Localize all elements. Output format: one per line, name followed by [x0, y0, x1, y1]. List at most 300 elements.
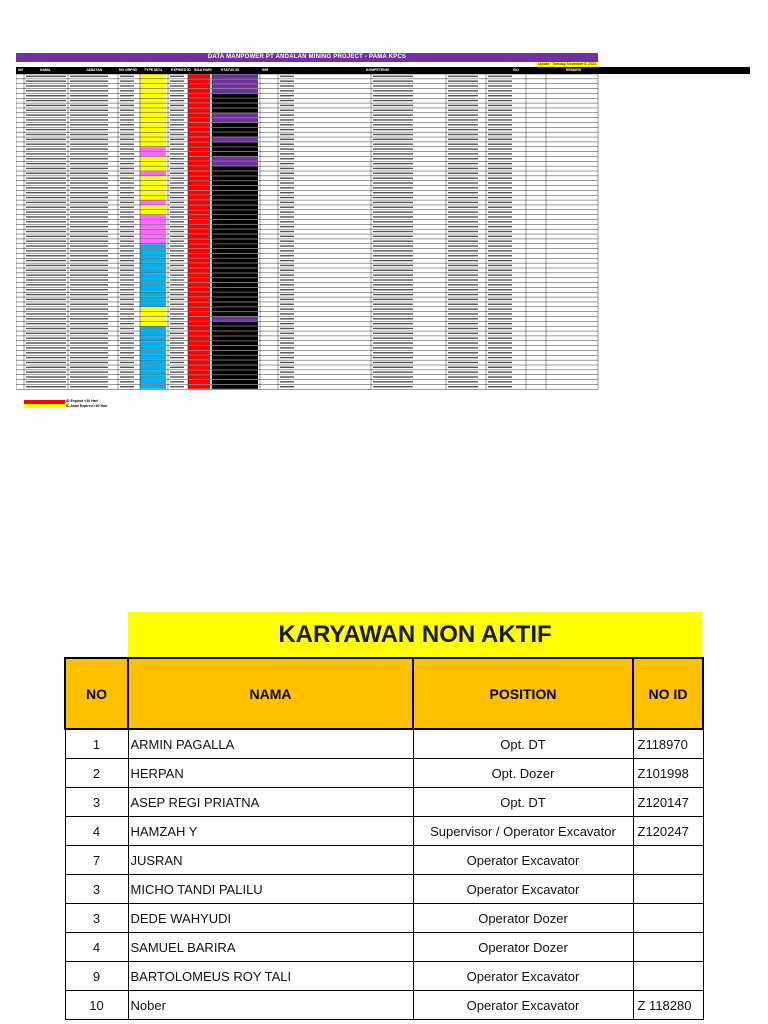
- text-stub: [120, 80, 134, 81]
- text-stub: [70, 386, 108, 387]
- text-stub: [373, 124, 413, 125]
- text-stub: [70, 192, 108, 193]
- text-stub: [26, 352, 66, 353]
- text-stub: [170, 304, 184, 305]
- text-stub: [280, 255, 294, 256]
- sisa-hari-cell: [188, 302, 210, 306]
- text-stub: [448, 386, 478, 387]
- text-stub: [280, 342, 294, 343]
- header-no-id: NO ID: [633, 658, 703, 729]
- text-stub: [448, 163, 478, 164]
- text-stub: [488, 211, 512, 212]
- text-stub: [373, 245, 413, 246]
- text-stub: [488, 153, 512, 154]
- text-stub: [120, 182, 134, 183]
- mcu-cell: [140, 312, 166, 316]
- sisa-hari-cell: [188, 380, 210, 384]
- cell-position: Operator Excavator: [413, 875, 633, 904]
- text-stub: [170, 129, 184, 130]
- text-stub: [488, 236, 512, 237]
- text-stub: [488, 231, 512, 232]
- text-stub: [373, 168, 413, 169]
- mcu-cell: [140, 99, 166, 103]
- sisa-hari-cell: [188, 142, 210, 146]
- text-stub: [373, 371, 413, 372]
- text-stub: [280, 173, 294, 174]
- text-stub: [70, 95, 108, 96]
- text-stub: [488, 182, 512, 183]
- status-cell: [212, 205, 258, 209]
- text-stub: [373, 144, 413, 145]
- status-cell: [212, 220, 258, 224]
- text-stub: [373, 192, 413, 193]
- text-stub: [120, 308, 134, 309]
- cell-nama: HERPAN: [128, 759, 413, 788]
- text-stub: [26, 270, 66, 271]
- text-stub: [120, 114, 134, 115]
- text-stub: [120, 105, 134, 106]
- cell-nama: ARMIN PAGALLA: [128, 729, 413, 759]
- text-stub: [70, 241, 108, 242]
- text-stub: [373, 148, 413, 149]
- text-stub: [373, 76, 413, 77]
- text-stub: [488, 168, 512, 169]
- text-stub: [280, 279, 294, 280]
- text-stub: [70, 299, 108, 300]
- text-stub: [448, 371, 478, 372]
- status-cell: [212, 74, 258, 78]
- text-stub: [26, 177, 66, 178]
- text-stub: [488, 367, 512, 368]
- sisa-hari-cell: [188, 113, 210, 117]
- text-stub: [70, 236, 108, 237]
- sisa-hari-cell: [188, 196, 210, 200]
- text-stub: [26, 260, 66, 261]
- mcu-cell: [140, 331, 166, 335]
- text-stub: [170, 270, 184, 271]
- text-stub: [70, 124, 108, 125]
- cell-no: 4: [65, 933, 128, 962]
- text-stub: [448, 207, 478, 208]
- text-stub: [280, 226, 294, 227]
- sisa-hari-cell: [188, 147, 210, 151]
- text-stub: [280, 289, 294, 290]
- text-stub: [448, 328, 478, 329]
- text-stub: [26, 367, 66, 368]
- text-stub: [373, 376, 413, 377]
- text-stub: [448, 134, 478, 135]
- sisa-hari-cell: [188, 99, 210, 103]
- text-stub: [373, 352, 413, 353]
- text-stub: [26, 299, 66, 300]
- text-stub: [26, 318, 66, 319]
- text-stub: [120, 294, 134, 295]
- text-stub: [26, 202, 66, 203]
- sisa-hari-cell: [188, 157, 210, 161]
- text-stub: [70, 202, 108, 203]
- text-stub: [488, 338, 512, 339]
- table-row: [65, 729, 703, 759]
- header-nrp: NO NRP/ID: [119, 68, 138, 72]
- text-stub: [120, 177, 134, 178]
- text-stub: [488, 158, 512, 159]
- text-stub: [70, 216, 108, 217]
- text-stub: [26, 357, 66, 358]
- text-stub: [170, 153, 184, 154]
- text-stub: [26, 114, 66, 115]
- text-stub: [26, 211, 66, 212]
- text-stub: [70, 207, 108, 208]
- text-stub: [488, 347, 512, 348]
- text-stub: [448, 289, 478, 290]
- text-stub: [448, 260, 478, 261]
- mcu-cell: [140, 210, 166, 214]
- text-stub: [170, 173, 184, 174]
- text-stub: [170, 114, 184, 115]
- cell-id: Z101998: [633, 759, 703, 788]
- text-stub: [70, 357, 108, 358]
- text-stub: [26, 250, 66, 251]
- text-stub: [280, 134, 294, 135]
- text-stub: [488, 134, 512, 135]
- header-nama: NAMA: [128, 658, 413, 729]
- status-cell: [212, 239, 258, 243]
- mcu-cell: [140, 94, 166, 98]
- text-stub: [448, 95, 478, 96]
- text-stub: [280, 187, 294, 188]
- text-stub: [280, 250, 294, 251]
- mcu-cell: [140, 137, 166, 141]
- text-stub: [120, 231, 134, 232]
- status-cell: [212, 99, 258, 103]
- table-row: [65, 759, 703, 788]
- text-stub: [170, 202, 184, 203]
- text-stub: [120, 313, 134, 314]
- text-stub: [26, 100, 66, 101]
- sisa-hari-cell: [188, 346, 210, 350]
- text-stub: [373, 241, 413, 242]
- mcu-cell: [140, 191, 166, 195]
- cell-nama: MICHO TANDI PALILU: [128, 875, 413, 904]
- text-stub: [373, 289, 413, 290]
- text-stub: [280, 245, 294, 246]
- header-status-id: STATUS ID: [221, 68, 239, 72]
- mcu-cell: [140, 171, 166, 175]
- text-stub: [488, 328, 512, 329]
- text-stub: [488, 357, 512, 358]
- text-stub: [170, 357, 184, 358]
- text-stub: [280, 177, 294, 178]
- text-stub: [448, 265, 478, 266]
- text-stub: [70, 80, 108, 81]
- text-stub: [373, 386, 413, 387]
- text-stub: [170, 119, 184, 120]
- text-stub: [448, 236, 478, 237]
- text-stub: [488, 100, 512, 101]
- status-cell: [212, 317, 258, 321]
- text-stub: [280, 386, 294, 387]
- text-stub: [448, 100, 478, 101]
- status-cell: [212, 113, 258, 117]
- text-stub: [26, 347, 66, 348]
- text-stub: [170, 182, 184, 183]
- sheet-rows-grid: [16, 74, 600, 392]
- text-stub: [70, 265, 108, 266]
- text-stub: [120, 139, 134, 140]
- text-stub: [26, 284, 66, 285]
- cell-id: [633, 904, 703, 933]
- text-stub: [448, 148, 478, 149]
- text-stub: [488, 110, 512, 111]
- mcu-cell: [140, 244, 166, 248]
- text-stub: [280, 367, 294, 368]
- text-stub: [280, 284, 294, 285]
- text-stub: [488, 342, 512, 343]
- text-stub: [280, 323, 294, 324]
- text-stub: [280, 129, 294, 130]
- text-stub: [170, 347, 184, 348]
- text-stub: [448, 381, 478, 382]
- text-stub: [26, 221, 66, 222]
- sisa-hari-cell: [188, 293, 210, 297]
- text-stub: [373, 197, 413, 198]
- text-stub: [70, 144, 108, 145]
- text-stub: [373, 216, 413, 217]
- text-stub: [280, 352, 294, 353]
- text-stub: [488, 376, 512, 377]
- mcu-cell: [140, 302, 166, 306]
- text-stub: [280, 105, 294, 106]
- text-stub: [70, 110, 108, 111]
- text-stub: [448, 202, 478, 203]
- cell-position: Opt. DT: [413, 729, 633, 759]
- sisa-hari-cell: [188, 288, 210, 292]
- mcu-cell: [140, 162, 166, 166]
- text-stub: [280, 163, 294, 164]
- text-stub: [170, 362, 184, 363]
- text-stub: [373, 85, 413, 86]
- text-stub: [448, 362, 478, 363]
- text-stub: [280, 119, 294, 120]
- mcu-cell: [140, 215, 166, 219]
- text-stub: [448, 313, 478, 314]
- text-stub: [26, 105, 66, 106]
- nonaktif-header-row: [65, 658, 703, 729]
- text-stub: [373, 284, 413, 285]
- text-stub: [448, 226, 478, 227]
- text-stub: [26, 76, 66, 77]
- text-stub: [373, 105, 413, 106]
- text-stub: [488, 226, 512, 227]
- text-stub: [280, 202, 294, 203]
- text-stub: [488, 105, 512, 106]
- text-stub: [373, 114, 413, 115]
- status-cell: [212, 162, 258, 166]
- text-stub: [373, 139, 413, 140]
- nonaktif-title: KARYAWAN NON AKTIF: [278, 621, 552, 648]
- text-stub: [70, 129, 108, 130]
- text-stub: [448, 367, 478, 368]
- sisa-hari-cell: [188, 94, 210, 98]
- text-stub: [280, 80, 294, 81]
- text-stub: [170, 245, 184, 246]
- text-stub: [448, 304, 478, 305]
- text-stub: [373, 299, 413, 300]
- text-stub: [120, 274, 134, 275]
- text-stub: [448, 221, 478, 222]
- text-stub: [280, 333, 294, 334]
- text-stub: [448, 245, 478, 246]
- text-stub: [280, 328, 294, 329]
- text-stub: [280, 158, 294, 159]
- text-stub: [120, 187, 134, 188]
- text-stub: [26, 381, 66, 382]
- text-stub: [26, 187, 66, 188]
- text-stub: [26, 265, 66, 266]
- text-stub: [488, 274, 512, 275]
- sisa-hari-cell: [188, 375, 210, 379]
- cell-id: [633, 846, 703, 875]
- text-stub: [26, 207, 66, 208]
- text-stub: [373, 342, 413, 343]
- text-stub: [280, 114, 294, 115]
- text-stub: [488, 139, 512, 140]
- table-row: [65, 904, 703, 933]
- text-stub: [120, 347, 134, 348]
- sisa-hari-cell: [188, 234, 210, 238]
- text-stub: [26, 148, 66, 149]
- text-stub: [448, 119, 478, 120]
- text-stub: [373, 318, 413, 319]
- mcu-cell: [140, 293, 166, 297]
- text-stub: [488, 241, 512, 242]
- text-stub: [373, 347, 413, 348]
- text-stub: [170, 333, 184, 334]
- cell-no: 3: [65, 875, 128, 904]
- text-stub: [373, 80, 413, 81]
- text-stub: [448, 318, 478, 319]
- text-stub: [170, 197, 184, 198]
- text-stub: [280, 100, 294, 101]
- mcu-cell: [140, 152, 166, 156]
- text-stub: [280, 216, 294, 217]
- text-stub: [120, 386, 134, 387]
- text-stub: [373, 270, 413, 271]
- cell-no: 2: [65, 759, 128, 788]
- sisa-hari-cell: [188, 365, 210, 369]
- text-stub: [120, 202, 134, 203]
- text-stub: [26, 323, 66, 324]
- status-cell: [212, 259, 258, 263]
- text-stub: [120, 338, 134, 339]
- cell-nama: HAMZAH Y: [128, 817, 413, 846]
- text-stub: [26, 158, 66, 159]
- sisa-hari-cell: [188, 327, 210, 331]
- mcu-cell: [140, 249, 166, 253]
- text-stub: [488, 308, 512, 309]
- text-stub: [448, 294, 478, 295]
- sheet-title: DATA MANPOWER PT ANDALAN MINING PROJECT - PAMA KPCS: [16, 53, 598, 62]
- mcu-cell: [140, 220, 166, 224]
- text-stub: [170, 318, 184, 319]
- text-stub: [70, 328, 108, 329]
- text-stub: [120, 328, 134, 329]
- text-stub: [373, 367, 413, 368]
- text-stub: [70, 85, 108, 86]
- mcu-cell: [140, 104, 166, 108]
- text-stub: [70, 100, 108, 101]
- status-cell: [212, 118, 258, 122]
- cell-position: Opt. Dozer: [413, 759, 633, 788]
- text-stub: [26, 304, 66, 305]
- text-stub: [170, 144, 184, 145]
- text-stub: [120, 207, 134, 208]
- status-cell: [212, 268, 258, 272]
- text-stub: [120, 342, 134, 343]
- text-stub: [26, 245, 66, 246]
- text-stub: [488, 352, 512, 353]
- mcu-cell: [140, 264, 166, 268]
- text-stub: [448, 357, 478, 358]
- text-stub: [448, 76, 478, 77]
- status-cell: [212, 322, 258, 326]
- text-stub: [170, 148, 184, 149]
- text-stub: [120, 168, 134, 169]
- mcu-cell: [140, 133, 166, 137]
- mcu-cell: [140, 176, 166, 180]
- cell-position: Operator Excavator: [413, 962, 633, 991]
- mcu-cell: [140, 259, 166, 263]
- mcu-cell: [140, 365, 166, 369]
- text-stub: [70, 153, 108, 154]
- text-stub: [120, 245, 134, 246]
- cell-position: Operator Dozer: [413, 904, 633, 933]
- text-stub: [280, 338, 294, 339]
- text-stub: [488, 245, 512, 246]
- mcu-cell: [140, 370, 166, 374]
- status-cell: [212, 84, 258, 88]
- sisa-hari-cell: [188, 351, 210, 355]
- status-cell: [212, 341, 258, 345]
- status-cell: [212, 225, 258, 229]
- text-stub: [70, 376, 108, 377]
- text-stub: [70, 226, 108, 227]
- text-stub: [120, 255, 134, 256]
- mcu-cell: [140, 196, 166, 200]
- text-stub: [373, 202, 413, 203]
- text-stub: [488, 95, 512, 96]
- text-stub: [373, 100, 413, 101]
- mcu-cell: [140, 278, 166, 282]
- sisa-hari-cell: [188, 108, 210, 112]
- cell-id: Z120247: [633, 817, 703, 846]
- text-stub: [488, 299, 512, 300]
- sisa-hari-cell: [188, 385, 210, 389]
- text-stub: [448, 342, 478, 343]
- sheet-header-row: [16, 67, 750, 74]
- text-stub: [373, 95, 413, 96]
- text-stub: [170, 323, 184, 324]
- text-stub: [170, 241, 184, 242]
- mcu-cell: [140, 157, 166, 161]
- text-stub: [488, 90, 512, 91]
- text-stub: [280, 260, 294, 261]
- text-stub: [170, 338, 184, 339]
- cell-id: Z118970: [633, 729, 703, 759]
- status-cell: [212, 201, 258, 205]
- text-stub: [26, 313, 66, 314]
- text-stub: [26, 163, 66, 164]
